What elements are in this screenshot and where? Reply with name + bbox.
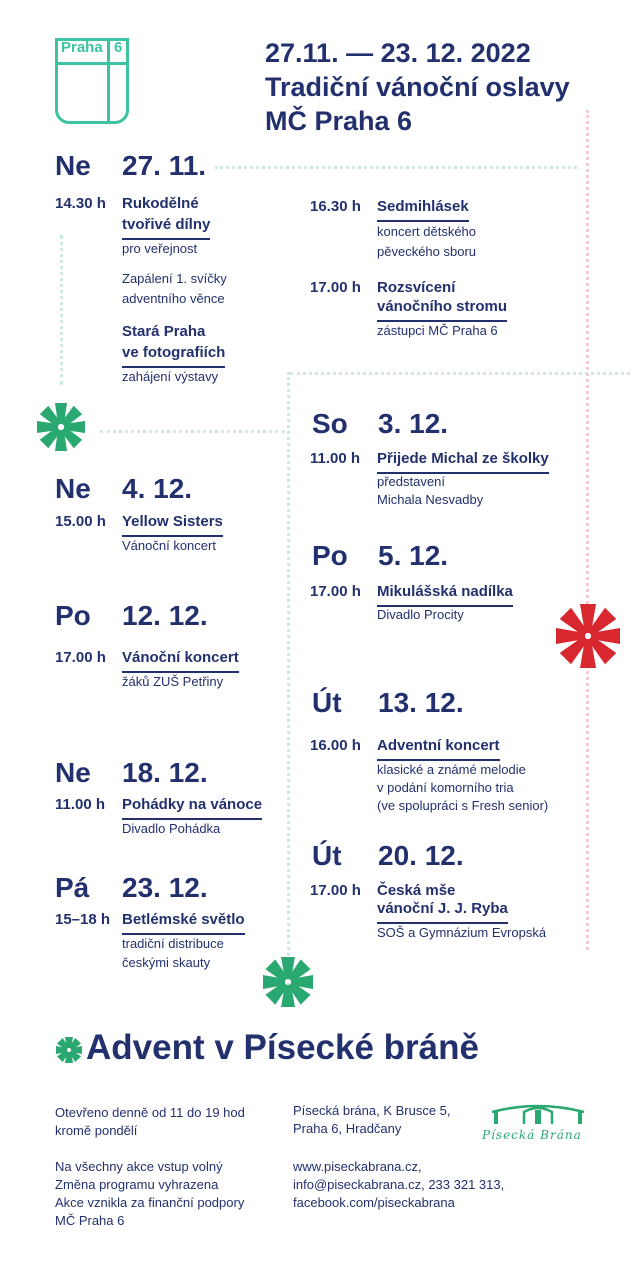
event-time: 17.00 h [310,583,361,600]
opening-hours: kromě pondělí [55,1123,138,1138]
event-title: Česká mše [377,882,456,899]
event-subtitle: Divadlo Pohádka [122,821,221,836]
logo-praha: Praha [61,39,103,56]
event-time: 15–18 h [55,911,111,928]
advent-heading: Advent v Písecké bráně [86,1028,479,1067]
day-name: So [312,408,348,439]
day-date: 12. 12. [122,600,208,631]
header-subtitle: MČ Praha 6 [265,106,413,136]
event-subtitle: pěveckého sboru [377,244,477,259]
event-title: Betlémské světlo [122,909,245,935]
day-name: Pá [55,872,90,903]
info-text: Akce vznikla za finanční podpory [55,1195,245,1210]
day-name: Út [312,687,342,718]
event-subtitle: klasické a známé melodie [377,762,526,777]
event-title: Rozsvícení [377,279,456,296]
event-subtitle: Michala Nesvadby [377,492,484,507]
day-name: Po [55,600,91,631]
dotted-line [60,235,63,385]
day-date: 5. 12. [378,540,449,571]
event-title: vánoční J. J. Ryba [377,898,508,924]
event-title: Yellow Sisters [122,511,223,537]
event-title: Adventní koncert [377,735,500,761]
website-link[interactable]: www.piseckabrana.cz, [293,1159,422,1174]
event-subtitle: žáků ZUŠ Petřiny [122,674,224,689]
event-subtitle: českými skauty [122,955,211,970]
event-subtitle: Vánoční koncert [122,538,216,553]
day-name: Ne [55,473,91,504]
event-subtitle: (ve spolupráci s Fresh senior) [377,798,549,813]
event-title: Sedmihlásek [377,196,469,222]
event-subtitle: tradiční distribuce [122,936,224,951]
event-time: 11.00 h [55,796,106,813]
dotted-line [100,430,285,433]
event-title: tvořivé dílny [122,214,210,240]
day-date: 18. 12. [122,757,208,788]
header-title: Tradiční vánoční oslavy [265,72,570,102]
opening-hours: Otevřeno denně od 11 do 19 hod [55,1105,245,1120]
small-green-asterisk-icon [55,1036,83,1064]
address: Písecká brána, K Brusce 5, [293,1103,451,1118]
day-date: 23. 12. [122,872,208,903]
event-subtitle: Divadlo Procity [377,607,464,622]
event-title: vánočního stromu [377,296,507,322]
day-date: 3. 12. [378,408,449,439]
event-subtitle: zástupci MČ Praha 6 [377,323,498,338]
event-title: Pohádky na vánoce [122,794,262,820]
day-name: Ne [55,757,91,788]
dotted-line [215,166,577,169]
dotted-line [290,372,630,375]
brand-name: Písecká Brána [482,1128,582,1142]
contact-email-phone[interactable]: info@piseckabrana.cz, 233 321 313, [293,1177,505,1192]
event-time: 16.00 h [310,737,361,754]
red-asterisk-icon [555,603,621,669]
event-time: 17.00 h [310,882,361,899]
event-title: Mikulášská nadílka [377,581,513,607]
event-subtitle: v podání komorního tria [377,780,514,795]
day-date: 27. 11. [122,150,207,181]
event-note: adventního věnce [122,291,225,306]
event-subtitle: představení [377,474,445,489]
event-time: 14.30 h [55,195,106,212]
event-time: 15.00 h [55,513,106,530]
event-title: Vánoční koncert [122,647,239,673]
event-subtitle: zahájení výstavy [122,369,219,384]
dotted-line [287,372,290,992]
facebook-link[interactable]: facebook.com/piseckabrana [293,1195,455,1210]
info-text: Na všechny akce vstup volný [55,1159,223,1174]
address: Praha 6, Hradčany [293,1121,402,1136]
event-time: 17.00 h [310,279,361,296]
event-subtitle: pro veřejnost [122,241,198,256]
day-date: 13. 12. [378,687,464,718]
dotted-line [586,110,589,610]
event-title: Rukodělné [122,195,199,212]
green-asterisk-icon [262,956,314,1008]
event-title: ve fotografiích [122,342,225,368]
event-time: 17.00 h [55,649,106,666]
logo-number: 6 [114,39,123,56]
day-name: Ne [55,150,91,181]
event-title: Stará Praha [122,323,206,340]
day-name: Po [312,540,348,571]
header-dates: 27.11. — 23. 12. 2022 [265,38,531,68]
event-subtitle: SOŠ a Gymnázium Evropská [377,925,547,940]
day-name: Út [312,840,342,871]
event-time: 16.30 h [310,198,361,215]
day-date: 20. 12. [378,840,464,871]
event-subtitle: koncert dětského [377,224,477,239]
day-date: 4. 12. [122,473,193,504]
info-text: MČ Praha 6 [55,1213,125,1228]
event-title: Přijede Michal ze školky [377,448,549,474]
info-text: Změna programu vyhrazena [55,1177,219,1192]
dotted-line [586,660,589,950]
event-time: 11.00 h [310,450,361,467]
green-asterisk-icon [36,402,86,452]
gate-icon [488,1102,588,1126]
event-note: Zapálení 1. svíčky [122,271,227,286]
